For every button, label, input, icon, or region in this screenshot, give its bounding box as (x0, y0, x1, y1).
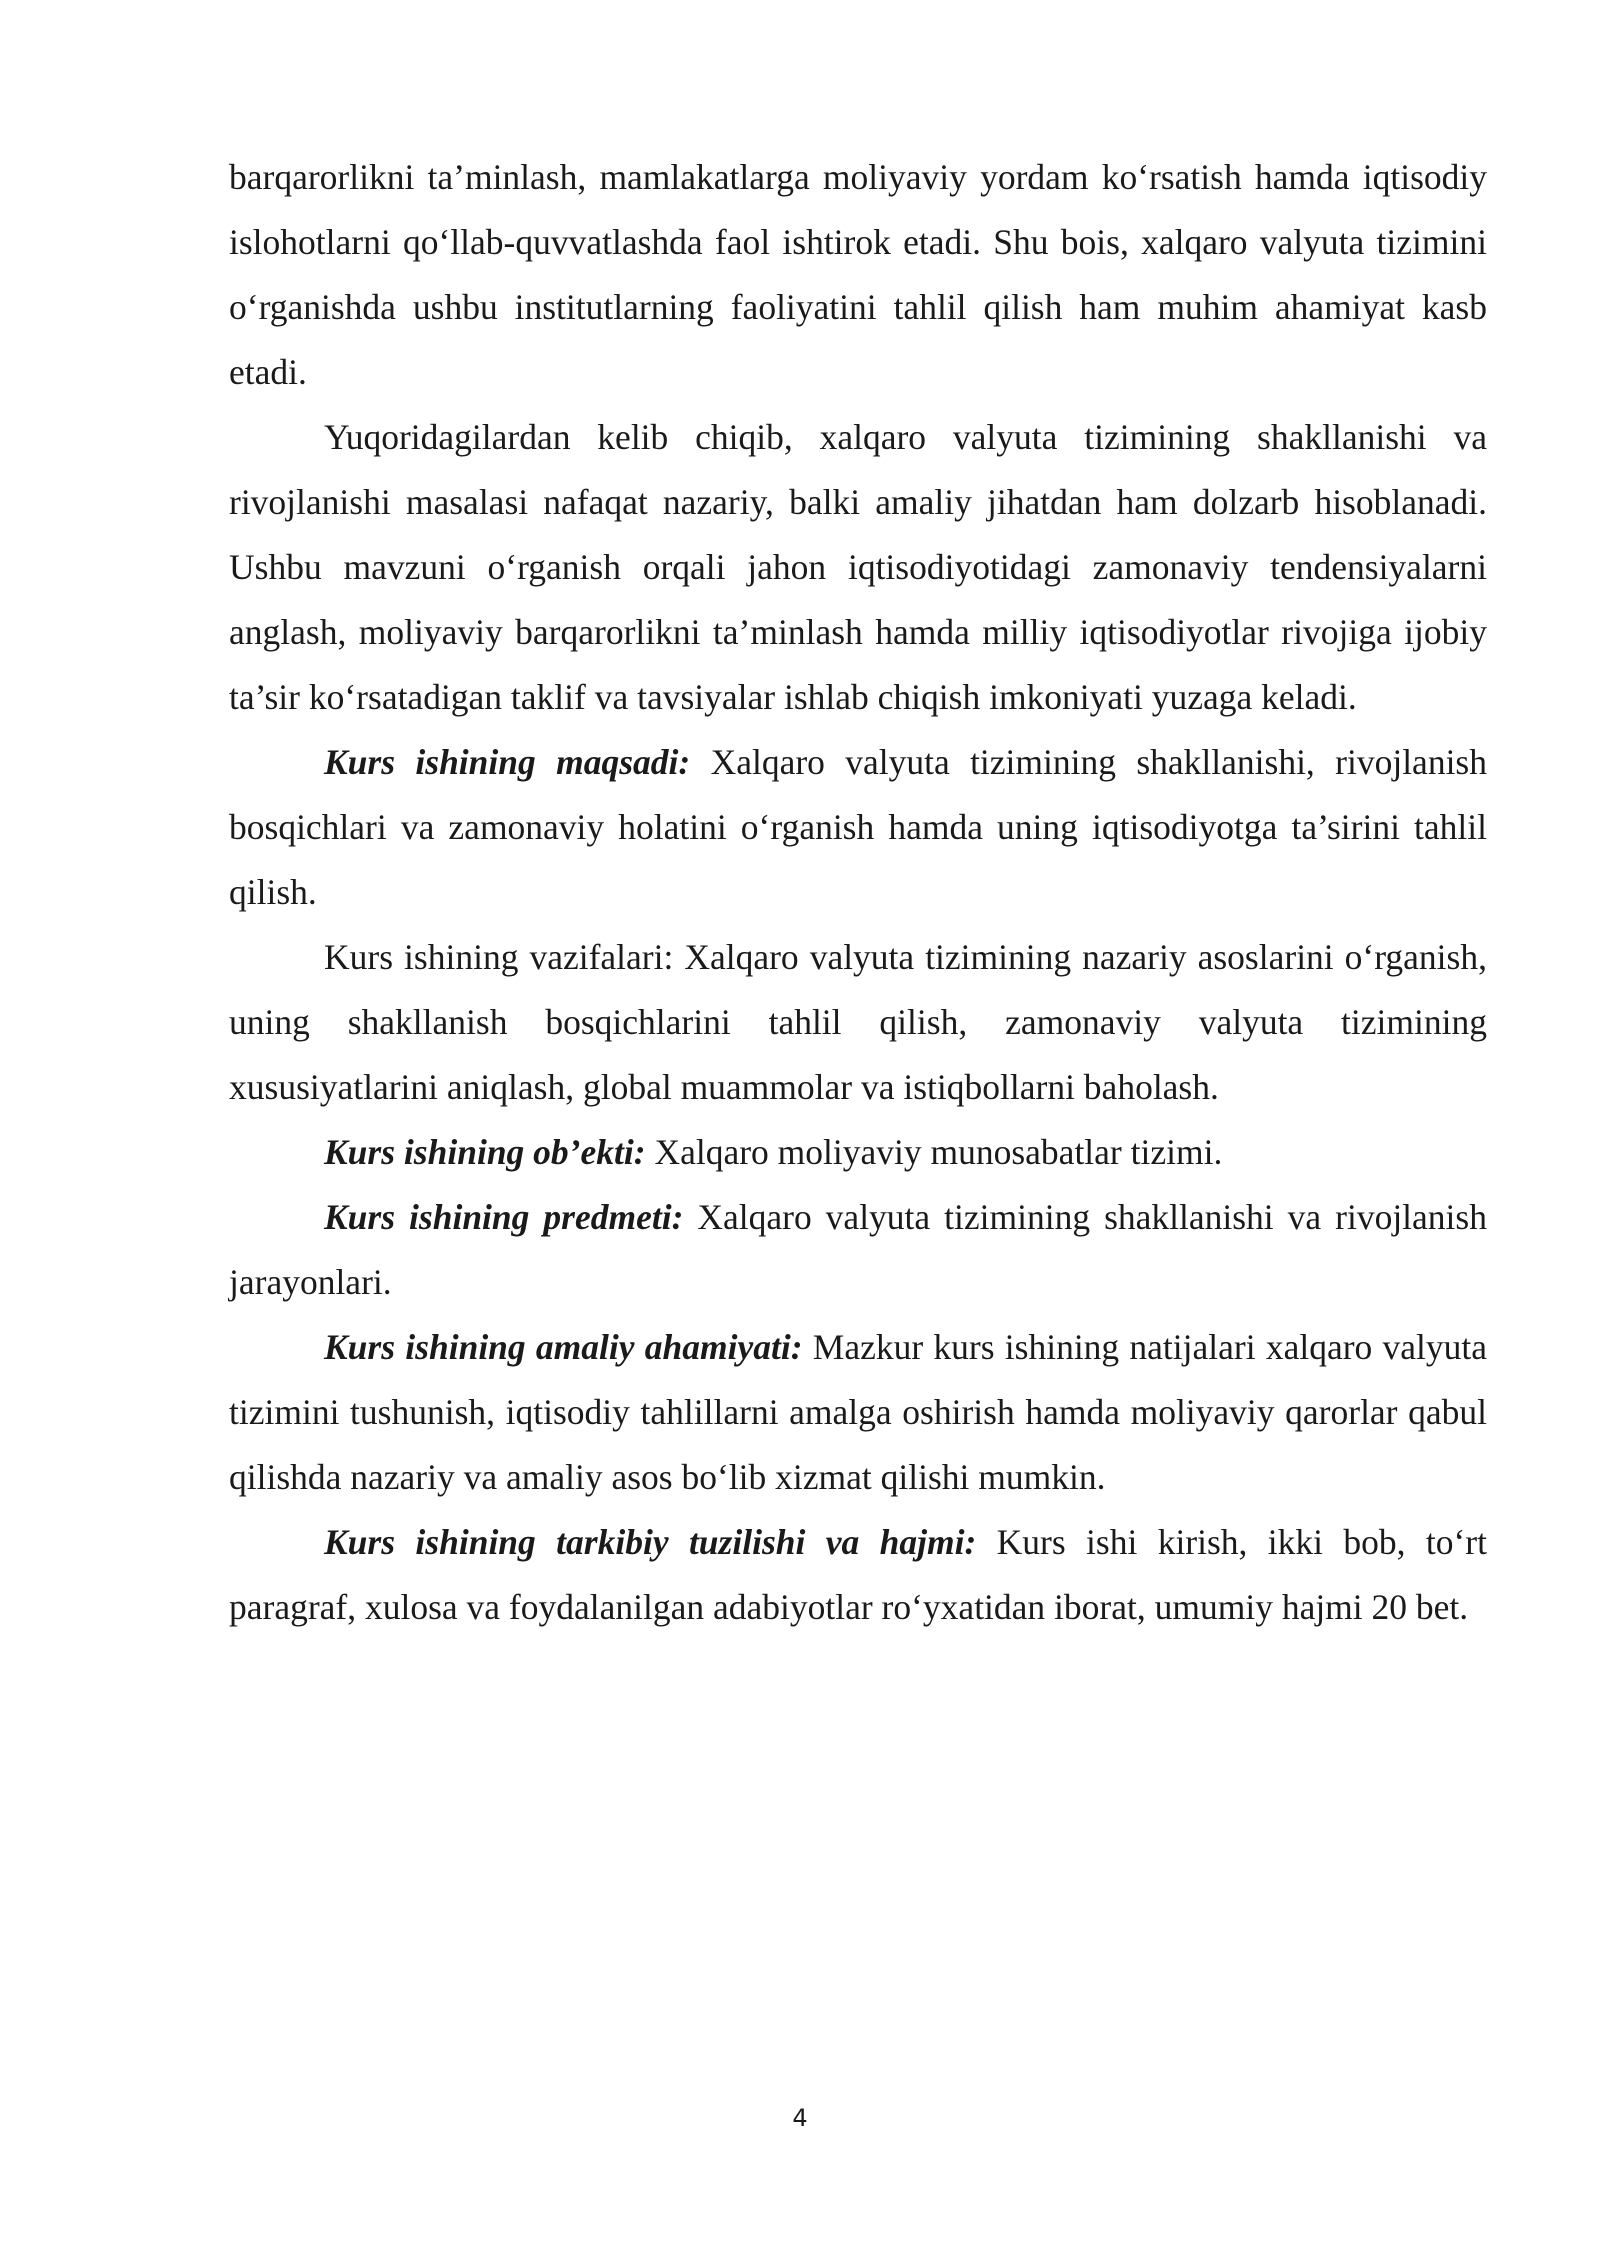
paragraph-structure (229, 1510, 1487, 1640)
paragraph-text: barqarorlikni ta’minlash, mamlakatlarga moliyaviy yordam ko‘rsatish hamda iqtisodiy islohotlarni qo‘llab-quvvatlashda faol ishtirok etadi. Shu bois, xalqaro valyuta tizimini o‘rganishda ushbu institutlarning faoliyatini tahlil qilish ham muhim ahamiyat kasb etadi. (229, 157, 1487, 392)
paragraph-lead: Kurs ishining tarkibiy tuzilishi va hajmi: (324, 1522, 977, 1562)
paragraph-practical-significance (229, 1315, 1487, 1510)
paragraph-text: Yuqoridagilardan kelib chiqib, xalqaro valyuta tizimining shakllanishi va rivojlanishi masalasi nafaqat nazariy, balki amaliy jihatdan ham dolzarb hisoblanadi. Ushbu mavzuni o‘rganish orqali jahon iqtisodiyotidagi zamonaviy tendensiyalarni anglash, moliyaviy barqarorlikni ta’minlash hamda milliy iqtisodiyotlar rivojiga ijobiy ta’sir ko‘rsatadigan taklif va tavsiyalar ishlab chiqish imkoniyati yuzaga keladi. (229, 417, 1487, 717)
page-number: 4 (792, 2104, 808, 2132)
paragraph-relevance (229, 405, 1487, 730)
paragraph-text: Kurs ishi kirish, ikki bob, to‘rt paragraf, xulosa va foydalanilgan adabiyotlar ro‘yxatidan iborat, umumiy hajmi 20 bet. (229, 1522, 1487, 1627)
paragraph-text: Xalqaro valyuta tizimining shakllanishi, rivojlanish bosqichlari va zamonaviy holatini o‘rganish hamda uning iqtisodiyotga ta’sirini tahlil qilish. (229, 742, 1487, 912)
paragraph-text: Kurs ishining vazifalari: Xalqaro valyuta tizimining nazariy asoslarini o‘rganish, uning shakllanish bosqichlarini tahlil qilish, zamonaviy valyuta tizimining xususiyatlarini aniqlash, global muammolar va istiqbollarni baholash. (229, 937, 1487, 1107)
paragraph-text: Mazkur kurs ishining natijalari xalqaro valyuta tizimini tushunish, iqtisodiy tahlillarni amalga oshirish hamda moliyaviy qarorlar qabul qilishda nazariy va amaliy asos bo‘lib xizmat qilishi mumkin. (229, 1327, 1487, 1497)
paragraph-lead: Kurs ishining amaliy ahamiyati: (324, 1327, 803, 1367)
paragraph-continuation (229, 145, 1487, 405)
paragraph-object (229, 1120, 1487, 1185)
paragraph-lead: Kurs ishining maqsadi: (324, 742, 691, 782)
paragraph-goal (229, 730, 1487, 925)
paragraph-subject (229, 1185, 1487, 1315)
paragraph-lead: Kurs ishining predmeti: (324, 1197, 684, 1237)
document-page (229, 145, 1487, 1640)
paragraph-tasks (229, 925, 1487, 1120)
paragraph-text: Xalqaro valyuta tizimining shakllanishi va rivojlanish jarayonlari. (229, 1197, 1487, 1302)
paragraph-lead: Kurs ishining ob’ekti: (324, 1132, 646, 1172)
paragraph-text: Xalqaro moliyaviy munosabatlar tizimi. (645, 1132, 1223, 1172)
